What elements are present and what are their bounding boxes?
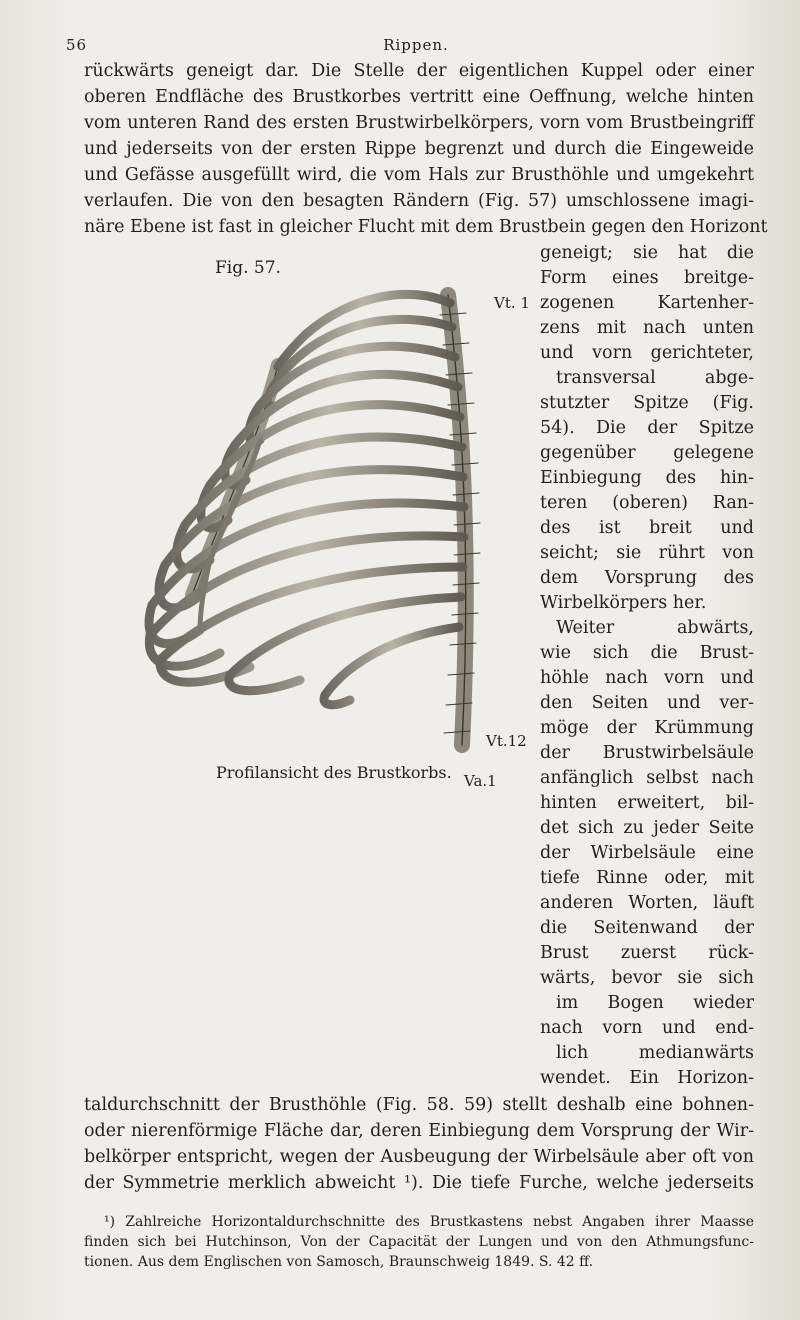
body-line: der Symmetrie merklich abweicht ¹). Die tiefe Furche, welche jederseits <box>84 1173 754 1193</box>
body-line: und jederseits von der ersten Rippe begrenzt und durch die Eingeweide <box>84 139 754 159</box>
column-line: wärts, bevor sie sich <box>540 968 754 988</box>
column-line: zens mit nach unten <box>540 318 754 338</box>
body-line: verlaufen. Die von den besagten Rändern (Fig. 57) umschlossene imagi- <box>84 191 754 211</box>
label-vt1: Vt. 1 <box>494 294 530 312</box>
column-line: seicht; sie rührt von <box>540 543 754 563</box>
ribcage-figure <box>110 275 510 755</box>
footnote-line: ¹) Zahlreiche Horizontaldurchschnitte des Brustkastens nebst Angaben ihrer Maasse <box>104 1214 754 1230</box>
column-line: Weiter abwärts, <box>556 618 754 638</box>
label-va1: Va.1 <box>464 772 497 790</box>
footnote-line: finden sich bei Hutchinson, Von der Capacität der Lungen und von den Athmungsfunc- <box>84 1234 754 1250</box>
column-line: det sich zu jeder Seite <box>540 818 754 838</box>
column-line: teren (oberen) Ran- <box>540 493 754 513</box>
body-line: oberen Endfläche des Brustkorbes vertritt eine Oeffnung, welche hinten <box>84 87 754 107</box>
column-line: der Wirbelsäule eine <box>540 843 754 863</box>
body-line: näre Ebene ist fast in gleicher Flucht mit dem Brustbein gegen den Horizont <box>84 217 768 237</box>
body-line: und Gefässe ausgefüllt wird, die vom Hals zur Brusthöhle und umgekehrt <box>84 165 754 185</box>
body-line: belkörper entspricht, wegen der Ausbeugung der Wirbelsäule aber oft von <box>84 1147 754 1167</box>
column-line: wie sich die Brust- <box>540 643 754 663</box>
column-line: der Brustwirbelsäule <box>540 743 754 763</box>
figure-caption: Profilansicht des Brustkorbs. <box>216 763 452 782</box>
column-line: 54). Die der Spitze <box>540 418 754 438</box>
column-line: Brust zuerst rück- <box>540 943 754 963</box>
label-vt12: Vt.12 <box>486 732 527 750</box>
column-line: zogenen Kartenher- <box>540 293 754 313</box>
column-line: wendet. Ein Horizon- <box>540 1068 754 1088</box>
column-line: gegenüber gelegene <box>540 443 754 463</box>
footnote-line: tionen. Aus dem Englischen von Samosch, Braunschweig 1849. S. 42 ff. <box>84 1254 594 1270</box>
column-line: hinten erweitert, bil- <box>540 793 754 813</box>
body-line: vom unteren Rand des ersten Brustwirbelkörpers, vorn vom Brustbeingriff <box>84 113 754 133</box>
column-line: dem Vorsprung des <box>540 568 754 588</box>
column-line: lich medianwärts <box>556 1043 754 1063</box>
body-line: oder nierenförmige Fläche dar, deren Einbiegung dem Vorsprung der Wir- <box>84 1121 754 1141</box>
column-line: und vorn gerichteter, <box>540 343 754 363</box>
column-line: anfänglich selbst nach <box>540 768 754 788</box>
column-line: höhle nach vorn und <box>540 668 754 688</box>
column-line: im Bogen wieder <box>556 993 754 1013</box>
body-line: taldurchschnitt der Brusthöhle (Fig. 58. 59) stellt deshalb eine bohnen- <box>84 1095 754 1115</box>
column-line: stutzter Spitze (Fig. <box>540 393 754 413</box>
column-line: möge der Krümmung <box>540 718 754 738</box>
body-line: rückwärts geneigt dar. Die Stelle der eigentlichen Kuppel oder einer <box>84 61 754 81</box>
column-line: des ist breit und <box>540 518 754 538</box>
column-line: Form eines breitge- <box>540 268 754 288</box>
column-line: tiefe Rinne oder, mit <box>540 868 754 888</box>
column-line: den Seiten und ver- <box>540 693 754 713</box>
column-line: die Seitenwand der <box>540 918 754 938</box>
column-line: nach vorn und end- <box>540 1018 754 1038</box>
column-line: Einbiegung des hin- <box>540 468 754 488</box>
page-number: 56 <box>66 36 88 54</box>
running-head: Rippen. <box>383 36 449 54</box>
column-line: geneigt; sie hat die <box>540 243 754 263</box>
column-line: Wirbelkörpers her. <box>540 593 707 613</box>
figure-number: Fig. 57. <box>215 258 281 278</box>
column-line: transversal abge- <box>556 368 754 388</box>
column-line: anderen Worten, läuft <box>540 893 754 913</box>
